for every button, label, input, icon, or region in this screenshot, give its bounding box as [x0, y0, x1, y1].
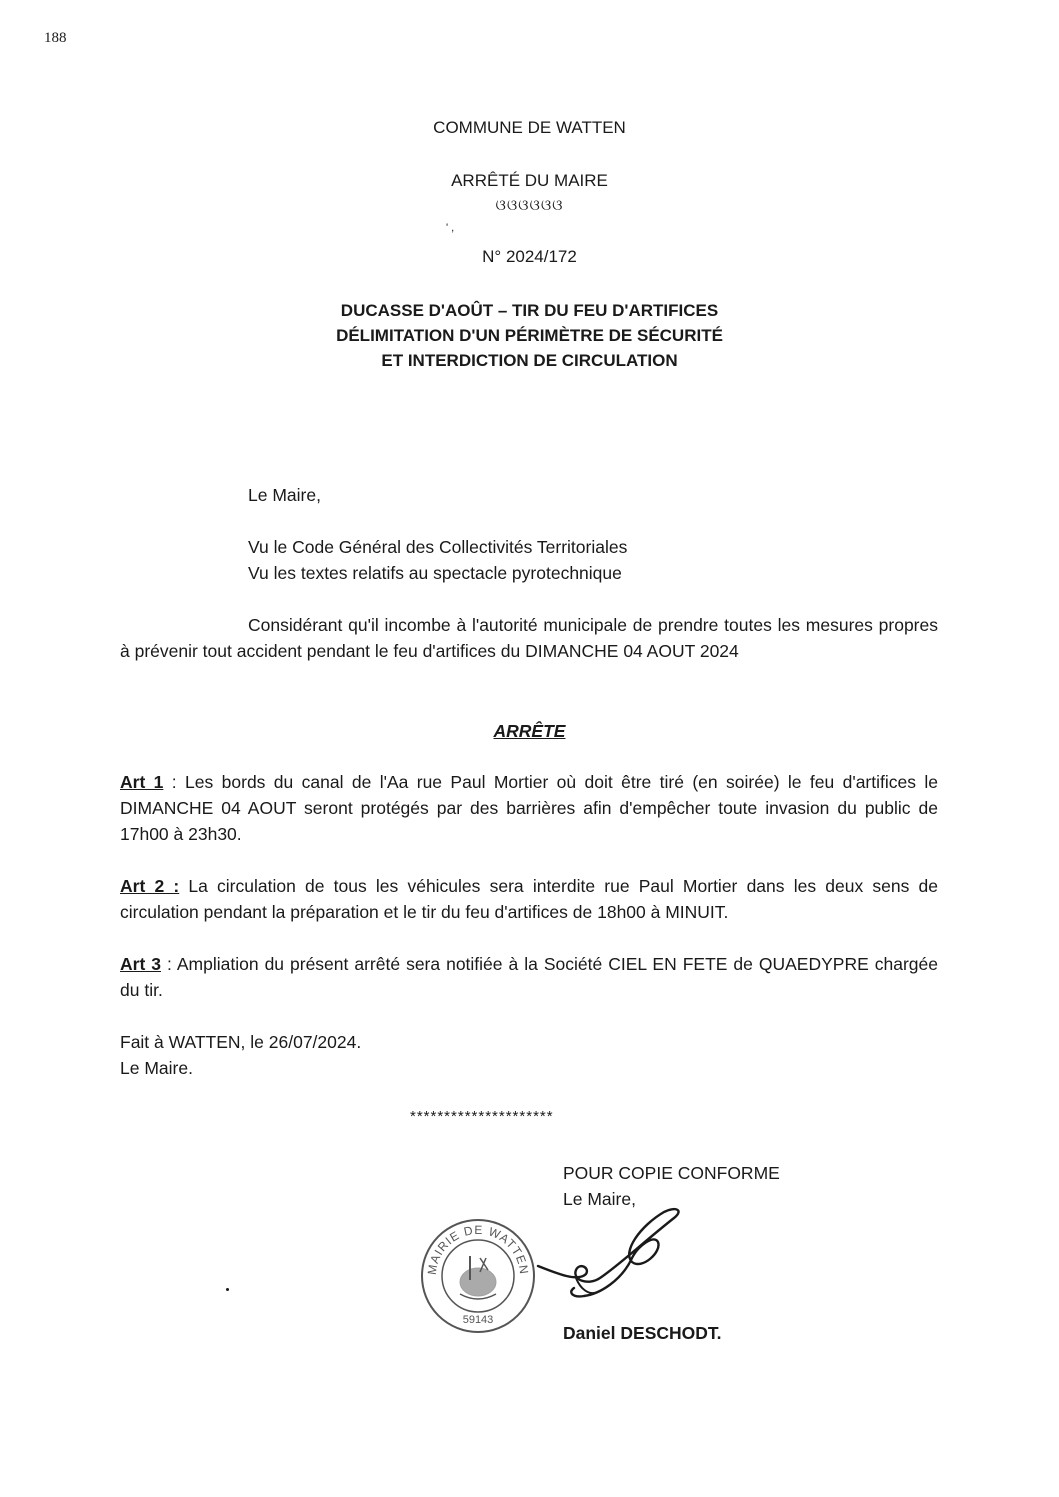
decree-number: N° 2024/172	[482, 247, 577, 266]
page-number: 188	[44, 30, 67, 46]
stray-marks: ' ,	[446, 222, 455, 234]
certification-name: Daniel DESCHODT.	[563, 1323, 722, 1343]
article-label: Art 3	[120, 954, 161, 974]
document-type: ARRÊTÉ DU MAIRE	[451, 171, 608, 190]
certification-heading: POUR COPIE CONFORME	[563, 1163, 780, 1183]
stamp-postal-code: 59143	[462, 1314, 494, 1326]
title-line: DÉLIMITATION D'UN PÉRIMÈTRE DE SÉCURITÉ	[336, 326, 723, 345]
article-text: La circulation de tous les véhicules sera interdite rue Paul Mortier dans les deux sens de circulation pendant la préparation et le tir du feu d'artifices de 18h00 à MINUIT.	[120, 876, 938, 922]
salutation: Le Maire,	[248, 485, 321, 505]
scan-speck	[226, 1288, 229, 1291]
article-text: Les bords du canal de l'Aa rue Paul Mortier où doit être tiré (en soirée) le feu d'artifices le DIMANCHE 04 AOUT seront protégés par des barrières afin d'empêcher toute invasion du public de 17h00 à 23h30.	[120, 772, 939, 844]
article-label: Art 2 :	[120, 876, 180, 896]
certification-role: Le Maire,	[563, 1189, 636, 1209]
stamp-outer-text: MAIRIE DE WATTEN	[424, 1222, 532, 1276]
article-separator	[179, 876, 188, 896]
closing-signatory: Le Maire.	[120, 1058, 193, 1078]
article-1	[120, 769, 938, 847]
article-2	[120, 873, 938, 925]
vu-line: Vu le Code Général des Collectivités Territoriales	[248, 537, 628, 557]
article-separator: :	[161, 954, 177, 974]
article-text: Ampliation du présent arrêté sera notifiée à la Société CIEL EN FETE de QUAEDYPRE chargée du tir.	[120, 954, 938, 1000]
article-3	[120, 951, 938, 1003]
title-line: ET INTERDICTION DE CIRCULATION	[381, 351, 678, 370]
vu-line: Vu les textes relatifs au spectacle pyrotechnique	[248, 563, 622, 583]
ornament-divider: ଓଓଓଓଓଓ	[495, 197, 564, 214]
place-date: Fait à WATTEN, le 26/07/2024.	[120, 1032, 362, 1052]
considerant-paragraph: Considérant qu'il incombe à l'autorité municipale de prendre toutes les mesures propres à prévenir tout accident pendant le feu d'artifices du DIMANCHE 04 AOUT 2024	[120, 615, 938, 661]
official-stamp	[418, 1216, 538, 1336]
decision-heading: ARRÊTE	[493, 721, 566, 741]
title-line: DUCASSE D'AOÛT – TIR DU FEU D'ARTIFICES	[340, 301, 719, 320]
commune-name: COMMUNE DE WATTEN	[433, 118, 626, 137]
handwritten-signature	[528, 1204, 698, 1314]
vu-list	[248, 534, 627, 586]
star-separator: *********************	[410, 1108, 554, 1125]
decree-title	[0, 298, 1059, 373]
article-label: Art 1	[120, 772, 164, 792]
closing-block	[120, 1029, 361, 1081]
stamp-emblem	[460, 1256, 496, 1299]
article-separator: :	[163, 772, 186, 792]
